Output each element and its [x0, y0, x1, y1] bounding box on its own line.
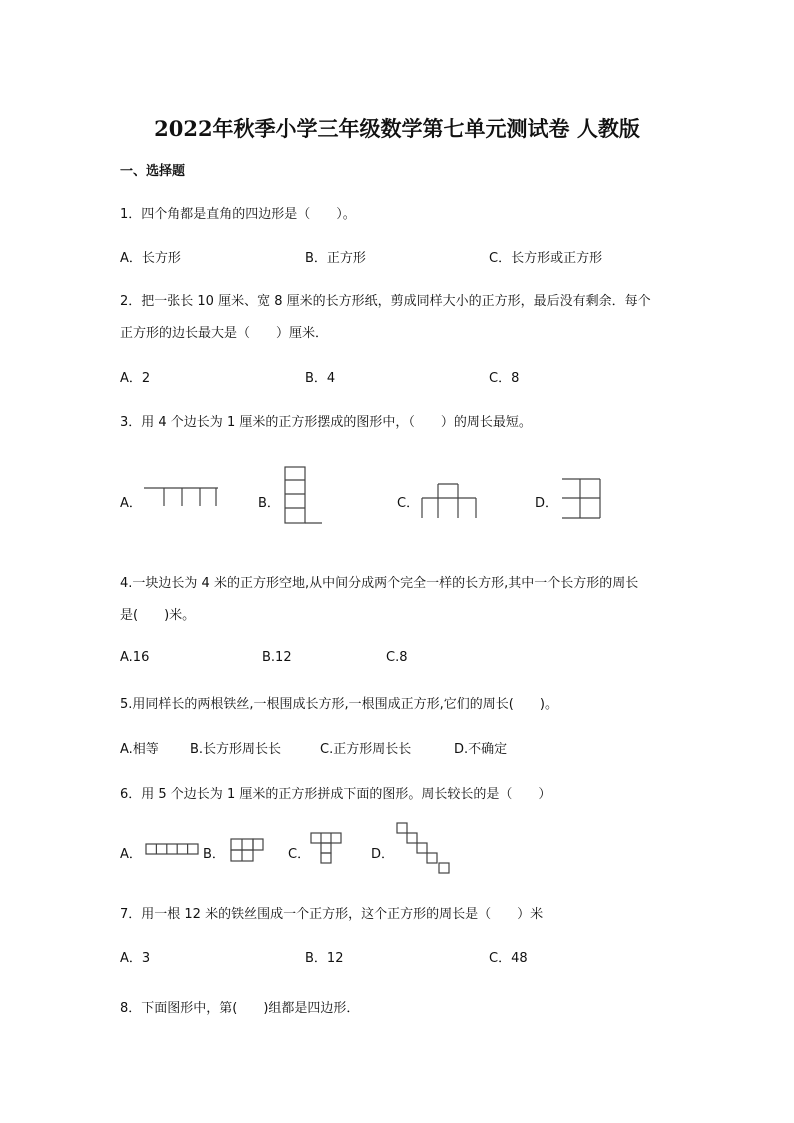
- q3-option-c: C．: [397, 496, 420, 511]
- question-2-line-2: 正方形的边长最大是（ ）厘米．: [120, 326, 329, 341]
- q6-option-b: B．: [203, 847, 225, 862]
- q4-option-c: C.8: [386, 650, 408, 665]
- q3-option-d: D．: [535, 496, 559, 511]
- q6-figure-c: [308, 830, 346, 870]
- q3-option-a: A．: [120, 496, 142, 511]
- question-1: 1．四个角都是直角的四边形是（ ）。: [120, 207, 356, 222]
- q1-option-b: B．正方形: [305, 251, 366, 266]
- q2-option-c: C．8: [489, 371, 520, 386]
- q6-option-d: D．: [371, 847, 395, 862]
- q6-option-c: C．: [288, 847, 311, 862]
- page-title: 2022年秋季小学三年级数学第七单元测试卷 人教版: [154, 116, 640, 141]
- question-4-line-2: 是( )米。: [120, 608, 196, 623]
- q2-option-a: A．2: [120, 371, 151, 386]
- q5-option-c: C.正方形周长长: [320, 742, 412, 757]
- question-8: 8．下面图形中，第( )组都是四边形．: [120, 1001, 360, 1016]
- q3-figure-c: [416, 478, 480, 522]
- q2-option-b: B．4: [305, 371, 336, 386]
- q3-figure-d: [558, 474, 606, 522]
- q1-option-a: A．长方形: [120, 251, 181, 266]
- q4-option-b: B.12: [262, 650, 292, 665]
- q7-option-c: C．48: [489, 951, 528, 966]
- q3-figure-a: [140, 482, 222, 512]
- q6-figure-a: [144, 840, 202, 858]
- q3-figure-b: [280, 462, 328, 526]
- question-4-line-1: 4.一块边长为 4 米的正方形空地,从中间分成两个完全一样的长方形,其中一个长方形的周长: [120, 576, 639, 591]
- q7-option-b: B．12: [305, 951, 344, 966]
- question-6: 6．用 5 个边长为 1 厘米的正方形拼成下面的图形。周长较长的是（ ）: [120, 787, 552, 802]
- q7-option-a: A．3: [120, 951, 151, 966]
- q5-option-d: D.不确定: [454, 742, 508, 757]
- section-heading: 一、选择题: [120, 164, 186, 179]
- q1-option-c: C．长方形或正方形: [489, 251, 603, 266]
- q6-figure-b: [228, 836, 268, 864]
- q5-option-a: A.相等: [120, 742, 159, 757]
- q5-option-b: B.长方形周长长: [190, 742, 282, 757]
- q4-option-a: A.16: [120, 650, 150, 665]
- question-7: 7．用一根 12 米的铁丝围成一个正方形，这个正方形的周长是（ ）米: [120, 907, 544, 922]
- question-5: 5.用同样长的两根铁丝,一根围成长方形,一根围成正方形,它们的周长( )。: [120, 697, 558, 712]
- q3-option-b: B．: [258, 496, 280, 511]
- question-3: 3．用 4 个边长为 1 厘米的正方形摆成的图形中，（ ）的周长最短。: [120, 415, 532, 430]
- question-2-line-1: 2．把一张长 10 厘米、宽 8 厘米的长方形纸，剪成同样大小的正方形，最后没有剩余．每个: [120, 294, 651, 309]
- q6-figure-d: [394, 820, 456, 876]
- q6-option-a: A．: [120, 847, 142, 862]
